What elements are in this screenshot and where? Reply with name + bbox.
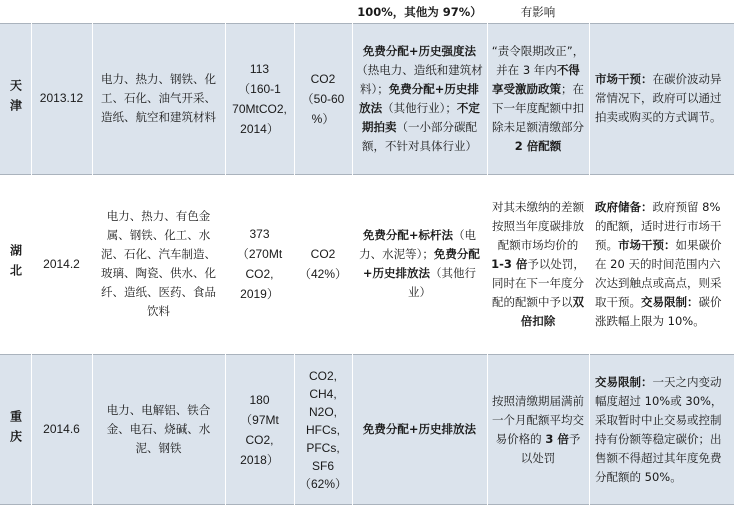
- non-compliance-penalty: [491, 354, 585, 505]
- market-stabilization: [595, 174, 730, 354]
- market-text: [595, 373, 730, 487]
- fragment-penalty-text: 有影响: [520, 4, 556, 19]
- launch-date: 2013.12: [39, 91, 84, 105]
- covered-gases: CO2 （50-60 %）: [301, 71, 345, 126]
- col-divider: [487, 0, 488, 505]
- emphasis-text: 1-3 倍: [491, 256, 528, 271]
- emphasis-text: 政府储备：: [595, 199, 653, 214]
- emphasis-text: 2 倍配额: [514, 138, 562, 153]
- emphasis-text: 市场干预：: [618, 237, 676, 252]
- col-divider: [589, 0, 590, 505]
- market-text: [595, 70, 730, 127]
- text-run: （热电力、造纸和建筑材料）；: [356, 62, 483, 96]
- city-name: 重庆: [8, 409, 23, 450]
- covered-industries: 电力、电解铝、铁合金、电石、烧碱、水泥、钢铁: [106, 403, 211, 455]
- col-divider: [352, 0, 353, 505]
- text-run: （其他行业）: [408, 266, 477, 299]
- emphasis-text: 免费分配+历史排放法: [362, 247, 480, 280]
- allocation-method: [356, 354, 483, 505]
- text-run: （其他行业）；: [382, 100, 457, 115]
- text-run: 一天之内变动幅度超过 10%或 30%，采取暂时中止交易或控制持有份额等稳定碳价；出售额不得超过其年度免费分配额的 50%。: [595, 374, 723, 484]
- covered-industries: 电力、热力、有色金属、钢铁、化工、水泥、石化、汽车制造、玻璃、陶瓷、供水、化纤、造纸、医药、食品饮料: [101, 209, 216, 318]
- text-run: 如果碳价在 20 天的时间范围内六次达到: [595, 237, 722, 290]
- covered-gases: CO2, CH4, N2O, HFCs, PFCs, SF6 （62%）: [298, 368, 348, 491]
- emphasis-text: 市场干预：: [595, 72, 653, 86]
- city-name: 湖北: [8, 244, 23, 284]
- emphasis-text: 免费分配+标杆法: [362, 228, 454, 242]
- covered-gases: CO2 （42%）: [298, 247, 348, 281]
- text-run: 碳价涨跌幅上限为 10%。: [595, 294, 722, 328]
- non-compliance-penalty: [491, 174, 585, 354]
- emphasis-text: 3 倍: [545, 431, 569, 446]
- city-name: 天津: [8, 78, 23, 119]
- text-run: 政府预留 8%的配额，适时进行市场干预。: [595, 199, 722, 252]
- launch-date: 2014.6: [43, 422, 80, 436]
- cap-size: 113 （160-1 70MtCO2, 2014）: [232, 61, 287, 136]
- cap-size: 180 （97Mt CO2, 2018）: [240, 392, 279, 467]
- text-run: 点或高点，则采取干预。: [595, 275, 722, 309]
- text-run: 予以处罚: [520, 431, 581, 465]
- cap-size: 373 （270Mt CO2, 2019）: [236, 227, 283, 301]
- emphasis-text: 不定期拍卖: [362, 100, 480, 134]
- col-divider: [92, 0, 93, 505]
- launch-date: 2014.2: [43, 256, 80, 271]
- emphasis-text: 不得享受激励政策: [492, 62, 580, 96]
- emphasis-text: 双倍扣除: [520, 294, 584, 328]
- penalty-text: [491, 392, 585, 468]
- emphasis-text: 免费分配+历史强度法: [362, 43, 477, 58]
- emphasis-text: 交易限制：: [641, 294, 699, 309]
- market-stabilization: [595, 23, 730, 174]
- market-stabilization: [595, 354, 730, 505]
- text-run: （一小部分碳配额，不针对具体行业）: [362, 119, 477, 153]
- allocation-method: [356, 174, 483, 354]
- text-run: 在碳价波动异常情况下，政府可以通过拍卖或购买的方式调节。: [595, 72, 722, 124]
- market-text: [595, 198, 730, 331]
- text-run: “责令限期改正”，并在 3 年内: [491, 43, 585, 77]
- allocation-method-text: [356, 42, 483, 156]
- text-run: 予以处罚，同时在下一年度分配的配额中予以: [492, 256, 585, 309]
- emphasis-text: 交易限制：: [595, 374, 653, 389]
- penalty-text: [491, 198, 585, 331]
- text-run: 按照清缴期届满前一个月配额平均交易价格的: [492, 393, 584, 446]
- covered-industries: 电力、热力、钢铁、化工、石化、油气开采、造纸、航空和建筑材料: [101, 72, 216, 124]
- fragment-method-text: 100%，其他为 97%）: [357, 4, 482, 19]
- penalty-text: [491, 42, 585, 156]
- allocation-method-text: [356, 226, 483, 302]
- emphasis-text: 免费分配+历史排放法: [362, 422, 477, 436]
- text-run: 对其未缴纳的差额按照当年度碳排放配额市场均价的: [492, 199, 584, 252]
- allocation-method-text: [363, 420, 476, 439]
- non-compliance-penalty: [491, 23, 585, 174]
- text-run: （电力、水泥等）；: [359, 228, 477, 261]
- text-run: ；在下一年度配额中扣除未足额清缴部分: [492, 81, 584, 134]
- allocation-method: [356, 23, 483, 174]
- text-run: 触: [629, 275, 641, 290]
- emphasis-text: 免费分配+历史排放法: [359, 81, 479, 115]
